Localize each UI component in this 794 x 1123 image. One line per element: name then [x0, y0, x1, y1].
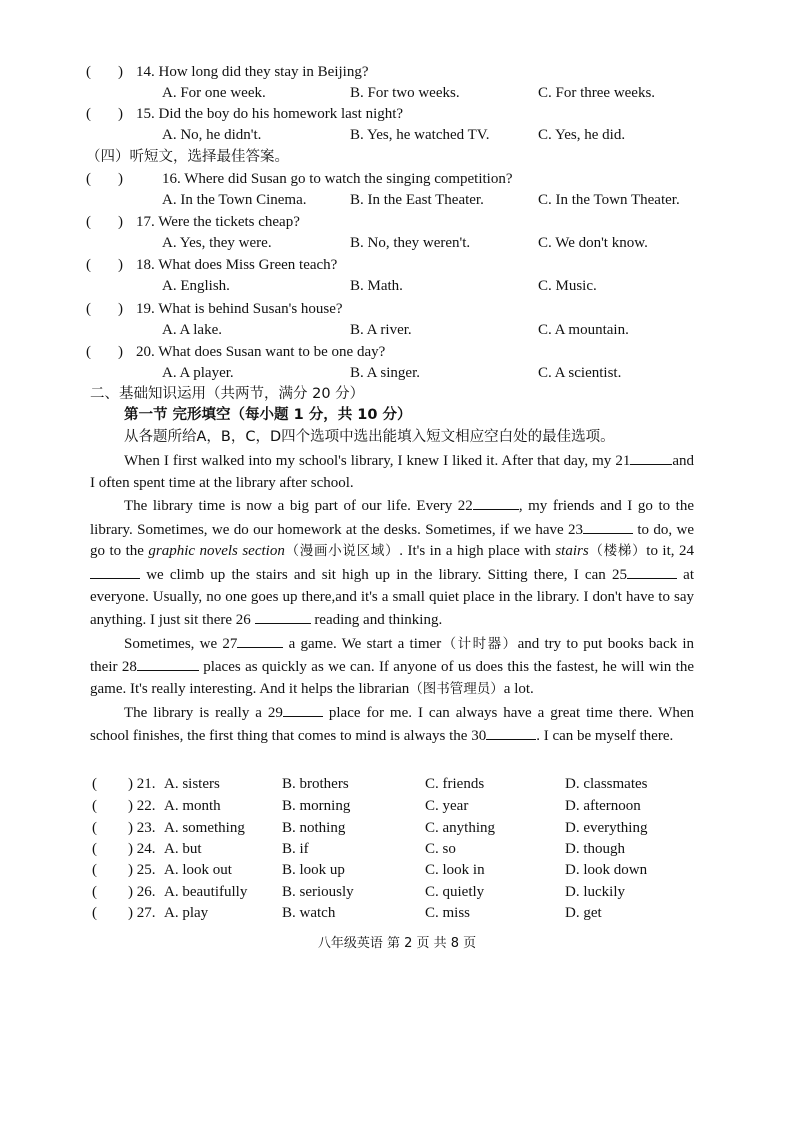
- cloze-option-row-24: [0, 838, 794, 860]
- answer-paren-open: (: [86, 344, 91, 360]
- blank-number: 21: [615, 453, 631, 469]
- choice-d: D. afternoon: [565, 798, 641, 814]
- question-17: [0, 211, 794, 233]
- choice-a: A. month: [164, 798, 221, 814]
- question-14: [0, 61, 794, 83]
- choice-c: C. so: [425, 841, 456, 857]
- option-c: C. Yes, he did.: [538, 127, 626, 143]
- question-text: 17. Were the tickets cheap?: [136, 214, 300, 230]
- cloze-option-row-21: [0, 773, 794, 795]
- option-row-number: ) 21.: [128, 776, 156, 792]
- passage-chinese-gloss: （计时器）: [441, 635, 518, 652]
- choice-c: C. friends: [425, 776, 485, 792]
- section-4-title: （四）听短文，选择最佳答案。: [86, 149, 289, 165]
- option-a: A. A player.: [162, 365, 234, 381]
- options-17: [0, 232, 794, 254]
- choice-a: A. but: [164, 841, 202, 857]
- option-row-number: ) 23.: [128, 820, 156, 836]
- blank-line: [473, 494, 519, 510]
- answer-paren-close: ): [118, 106, 123, 122]
- option-b: B. A singer.: [350, 365, 421, 381]
- section-1-title: 第一节 完形填空（每小题 1 分，共 10 分）: [124, 407, 412, 423]
- choice-d: D. though: [565, 841, 625, 857]
- options-14: [0, 82, 794, 104]
- question-20: [0, 341, 794, 363]
- choice-d: D. get: [565, 905, 602, 921]
- question-18: [0, 254, 794, 276]
- passage-text: to it, 24: [646, 543, 694, 560]
- option-c: C. We don't know.: [538, 235, 648, 251]
- blank-line: [90, 563, 140, 579]
- cloze-option-row-27: [0, 902, 794, 924]
- choice-b: B. seriously: [282, 884, 354, 900]
- choice-c: C. quietly: [425, 884, 485, 900]
- passage-italic: stairs: [555, 543, 589, 560]
- choice-b: B. look up: [282, 862, 345, 878]
- choice-c: C. look in: [425, 862, 485, 878]
- answer-paren-close: ): [118, 344, 123, 360]
- blank-line: [237, 632, 283, 648]
- answer-paren-open: (: [86, 171, 91, 187]
- part-2-title: 二、基础知识运用（共两节，满分 20 分）: [90, 386, 365, 402]
- answer-paren-close: ): [118, 171, 123, 187]
- question-text: 14. How long did they stay in Beijing?: [136, 64, 369, 80]
- passage-text: and I often spent time at the library after school.: [90, 453, 695, 491]
- blank-line: [627, 563, 677, 579]
- passage-text: . It's in a high place with: [399, 543, 556, 560]
- options-20: [0, 362, 794, 384]
- answer-paren-open: (: [92, 905, 97, 921]
- answer-paren-close: ): [118, 301, 123, 317]
- choice-a: A. look out: [164, 862, 232, 878]
- blank-line: [486, 724, 536, 740]
- section-1-heading: [0, 404, 794, 426]
- passage-text: The library time is now a big part of our life. Every 22: [124, 498, 473, 515]
- answer-paren-close: ): [118, 64, 123, 80]
- option-c: C. Music.: [538, 278, 597, 294]
- passage-text: we climb up the stairs and sit high up in the library. Sitting there, I can 25: [140, 566, 627, 583]
- choice-b: B. nothing: [282, 820, 346, 836]
- options-19: [0, 319, 794, 341]
- passage-chinese-gloss: （图书管理员）: [409, 680, 504, 697]
- passage-text: to do, we go to the: [90, 521, 694, 560]
- choice-b: B. watch: [282, 905, 336, 921]
- choice-a: A. sisters: [164, 776, 220, 792]
- part-2-heading: [0, 383, 794, 405]
- option-b: B. For two weeks.: [350, 85, 460, 101]
- choice-c: C. year: [425, 798, 469, 814]
- option-a: A. English.: [162, 278, 230, 294]
- choice-a: A. beautifully: [164, 884, 248, 900]
- passage-text: . I can be myself there.: [536, 728, 674, 745]
- answer-paren-close: ): [118, 257, 123, 273]
- blank-line: [283, 701, 323, 717]
- question-16: [0, 168, 794, 190]
- option-a: A. Yes, they were.: [162, 235, 272, 251]
- passage-text: a lot.: [503, 680, 534, 697]
- choice-b: B. if: [282, 841, 309, 857]
- question-text: 16. Where did Susan go to watch the singing competition?: [162, 171, 513, 187]
- option-b: B. Yes, he watched TV.: [350, 127, 490, 143]
- option-a: A. No, he didn't.: [162, 127, 262, 143]
- answer-paren-open: (: [86, 301, 91, 317]
- option-c: C. In the Town Theater.: [538, 192, 680, 208]
- cloze-option-row-23: [0, 817, 794, 839]
- option-c: C. A scientist.: [538, 365, 622, 381]
- option-row-number: ) 27.: [128, 905, 156, 921]
- passage-text: and try to put books back in their 28: [90, 635, 695, 676]
- answer-paren-open: (: [92, 820, 97, 836]
- cloze-passage: [90, 449, 694, 748]
- question-15: [0, 103, 794, 125]
- instruction-line: [0, 426, 794, 448]
- passage-text: The library is really a 29: [124, 704, 283, 721]
- answer-paren-open: (: [86, 106, 91, 122]
- answer-paren-open: (: [92, 776, 97, 792]
- option-b: B. Math.: [350, 278, 403, 294]
- passage-italic: graphic novels section: [148, 543, 285, 560]
- option-row-number: ) 24.: [128, 841, 156, 857]
- blank-line: [255, 608, 311, 624]
- cloze-option-row-26: [0, 881, 794, 903]
- passage-text: , my friends and I go to the library. Sometimes, we do our homework at the desks. Sometimes, if we have 23: [90, 498, 695, 538]
- answer-paren-open: (: [86, 64, 91, 80]
- option-row-number: ) 26.: [128, 884, 156, 900]
- passage-text: When I first walked into my school's library, I knew I liked it. After that day, my: [124, 453, 612, 469]
- passage-text: at everyone. Usually, no one goes up there,and it's a small quiet place in the library. I don't have to say anything. I just sit there 26: [90, 566, 694, 629]
- answer-paren-open: (: [86, 257, 91, 273]
- option-b: B. In the East Theater.: [350, 192, 484, 208]
- passage-paragraph-4: [90, 701, 694, 748]
- options-15: [0, 124, 794, 146]
- passage-text: Sometimes, we 27: [124, 635, 238, 652]
- options-18: [0, 275, 794, 297]
- choice-d: D. classmates: [565, 776, 648, 792]
- option-row-number: ) 25.: [128, 862, 156, 878]
- instruction-text: 从各题所给A，B，C，D四个选项中选出能填入短文相应空白处的最佳选项。: [124, 429, 615, 445]
- blank-line: [583, 518, 633, 534]
- option-b: B. No, they weren't.: [350, 235, 471, 251]
- option-a: A. For one week.: [162, 85, 266, 101]
- passage-text: a game. We start a timer: [283, 635, 442, 652]
- cloze-option-row-25: [0, 859, 794, 881]
- question-text: 18. What does Miss Green teach?: [136, 257, 338, 273]
- options-16: [0, 189, 794, 211]
- passage-text: places as quickly as we can. If anyone of us does this the fastest, he will win the game. It's really interesting. And it helps the librarian: [90, 659, 694, 697]
- answer-paren-close: ): [118, 214, 123, 230]
- choice-b: B. morning: [282, 798, 351, 814]
- choice-a: A. play: [164, 905, 209, 921]
- answer-paren-open: (: [92, 884, 97, 900]
- choice-d: D. everything: [565, 820, 648, 836]
- passage-text: place for me. I can always have a great time there. When school finishes, the first thing that comes to mind is always the 30: [90, 704, 694, 745]
- passage-paragraph-1: [90, 449, 694, 494]
- cloze-option-row-22: [0, 795, 794, 817]
- option-c: C. A mountain.: [538, 322, 629, 338]
- choice-d: D. luckily: [565, 884, 625, 900]
- question-text: 15. Did the boy do his homework last night?: [136, 106, 404, 122]
- blank-line: [137, 655, 199, 671]
- passage-chinese-gloss: （楼梯）: [588, 543, 647, 560]
- passage-paragraph-2: [90, 494, 694, 632]
- option-row-number: ) 22.: [128, 798, 156, 814]
- choice-d: D. look down: [565, 862, 648, 878]
- question-19: [0, 298, 794, 320]
- choice-a: A. something: [164, 820, 245, 836]
- option-c: C. For three weeks.: [538, 85, 656, 101]
- answer-paren-open: (: [92, 798, 97, 814]
- page-footer: 八年级英语 第 2 页 共 8 页: [317, 936, 477, 951]
- section-4-heading: [0, 146, 794, 168]
- answer-paren-open: (: [86, 214, 91, 230]
- question-text: 20. What does Susan want to be one day?: [136, 344, 386, 360]
- option-a: A. In the Town Cinema.: [162, 192, 307, 208]
- question-text: 19. What is behind Susan's house?: [136, 301, 343, 317]
- blank-line: [630, 449, 672, 465]
- choice-b: B. brothers: [282, 776, 349, 792]
- passage-paragraph-3: [90, 632, 694, 701]
- option-b: B. A river.: [350, 322, 412, 338]
- answer-paren-open: (: [92, 862, 97, 878]
- choice-c: C. anything: [425, 820, 495, 836]
- option-a: A. A lake.: [162, 322, 222, 338]
- passage-chinese-gloss: （漫画小说区域）: [284, 543, 400, 560]
- passage-text: reading and thinking.: [310, 612, 443, 629]
- answer-paren-open: (: [92, 841, 97, 857]
- choice-c: C. miss: [425, 905, 471, 921]
